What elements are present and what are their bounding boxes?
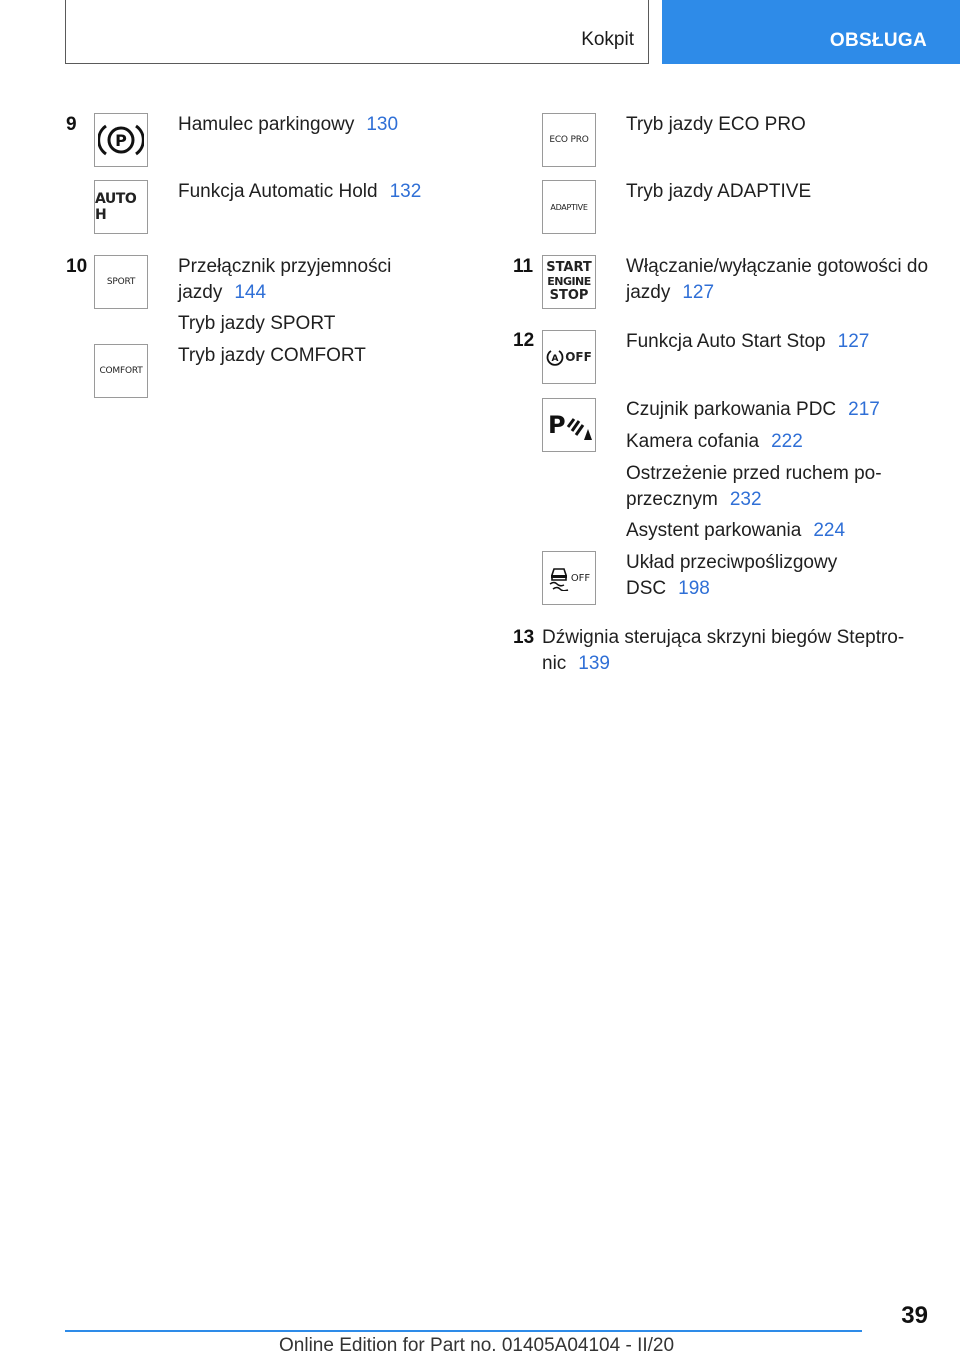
dsc-entry [626, 550, 837, 602]
auto-hold-entry [178, 179, 421, 205]
start-stop-page-link[interactable]: 127 [682, 282, 715, 303]
start-icon-text: START [546, 260, 592, 275]
auto-hold-icon-label: AUTO H [95, 191, 137, 223]
dsc-line2: DSC [626, 578, 667, 599]
auto-hold-page-link[interactable]: 132 [389, 181, 422, 202]
footer-edition: Online Edition for Part no. 01405A04104 - II/20 [279, 1335, 675, 1356]
item-number-12: 12 [513, 330, 535, 351]
driving-switch-page-link[interactable]: 144 [234, 282, 267, 303]
comfort-icon-label: COMFORT [99, 366, 143, 376]
park-assist-entry [626, 518, 845, 544]
dsc-off-icon-label: OFF [570, 572, 591, 584]
eco-pro-icon-label: ECO PRO [549, 135, 589, 145]
pdc-entry [626, 397, 880, 423]
parking-brake-page-link[interactable]: 130 [366, 114, 399, 135]
driving-switch-line1: Przełącznik przyjemności [178, 256, 392, 277]
auto-start-stop-label: Funkcja Auto Start Stop [626, 331, 826, 352]
rear-camera-label: Kamera cofania [626, 431, 760, 452]
steptronic-entry [542, 625, 904, 677]
auto-start-stop-icon [542, 330, 596, 384]
item-number-9: 9 [66, 114, 77, 135]
cross-traffic-page-link[interactable]: 232 [729, 489, 762, 510]
sport-button-icon [94, 255, 148, 309]
rear-camera-entry [626, 429, 803, 455]
rear-camera-page-link[interactable]: 222 [771, 431, 803, 452]
adaptive-icon-label: ADAPTIVE [550, 202, 588, 212]
cross-traffic-line1: Ostrzeżenie przed ruchem po- [626, 463, 882, 484]
start-stop-line1: Włączanie/wyłączanie gotowości do [626, 256, 929, 277]
auto-hold-label: Funkcja Automatic Hold [178, 181, 378, 202]
parking-brake-label: Hamulec parkingowy [178, 114, 355, 135]
parking-brake-icon [94, 113, 148, 167]
engine-icon-text: ENGINE [547, 275, 591, 288]
dsc-page-link[interactable]: 198 [678, 578, 710, 599]
item-number-10: 10 [66, 256, 88, 277]
pdc-label: Czujnik parkowania PDC [626, 399, 837, 420]
header-chapter-tab[interactable] [662, 0, 960, 64]
dsc-line1: Układ przeciwpoślizgowy [626, 552, 838, 573]
park-assist-page-link[interactable]: 224 [813, 520, 846, 541]
start-stop-button-icon [542, 255, 596, 309]
comfort-mode-text: Tryb jazdy COMFORT [178, 345, 366, 366]
auto-start-stop-entry [626, 329, 869, 355]
item-number-11: 11 [513, 256, 534, 277]
footer-divider [65, 1330, 862, 1332]
eco-pro-mode-text: Tryb jazdy ECO PRO [626, 114, 806, 135]
adaptive-button-icon [542, 180, 596, 234]
svg-text:A: A [551, 354, 559, 364]
cross-traffic-line2: przecznym [626, 489, 718, 510]
eco-pro-button-icon [542, 113, 596, 167]
auto-start-stop-page-link[interactable]: 127 [837, 331, 870, 352]
stop-icon-text: STOP [549, 288, 589, 303]
steptronic-line2: nic [542, 653, 567, 674]
svg-text:P: P [548, 411, 566, 439]
driving-switch-entry [178, 254, 391, 306]
park-distance-control-icon [542, 398, 596, 452]
svg-text:P: P [115, 131, 127, 150]
start-stop-line2: jazdy [626, 282, 671, 303]
item-number-13: 13 [513, 627, 535, 648]
auto-start-stop-icon-label: OFF [565, 350, 592, 364]
cross-traffic-entry [626, 461, 882, 513]
sport-icon-label: SPORT [106, 277, 136, 287]
driving-switch-line2: jazdy [178, 282, 223, 303]
header-section-box [65, 0, 649, 64]
auto-hold-icon [94, 180, 148, 234]
section-title: Kokpit [581, 29, 634, 50]
page-number: 39 [901, 1302, 928, 1329]
dsc-off-icon [542, 551, 596, 605]
chapter-title: OBSŁUGA [829, 30, 927, 51]
comfort-button-icon [94, 344, 148, 398]
sport-mode-text: Tryb jazdy SPORT [178, 313, 336, 334]
adaptive-mode-text: Tryb jazdy ADAPTIVE [626, 181, 812, 202]
pdc-page-link[interactable]: 217 [848, 399, 880, 420]
parking-brake-entry [178, 112, 398, 138]
steptronic-page-link[interactable]: 139 [578, 653, 610, 674]
start-stop-entry [626, 254, 928, 306]
steptronic-line1: Dźwignia sterująca skrzyni biegów Steptro- [542, 627, 905, 648]
park-assist-label: Asystent parkowania [626, 520, 802, 541]
